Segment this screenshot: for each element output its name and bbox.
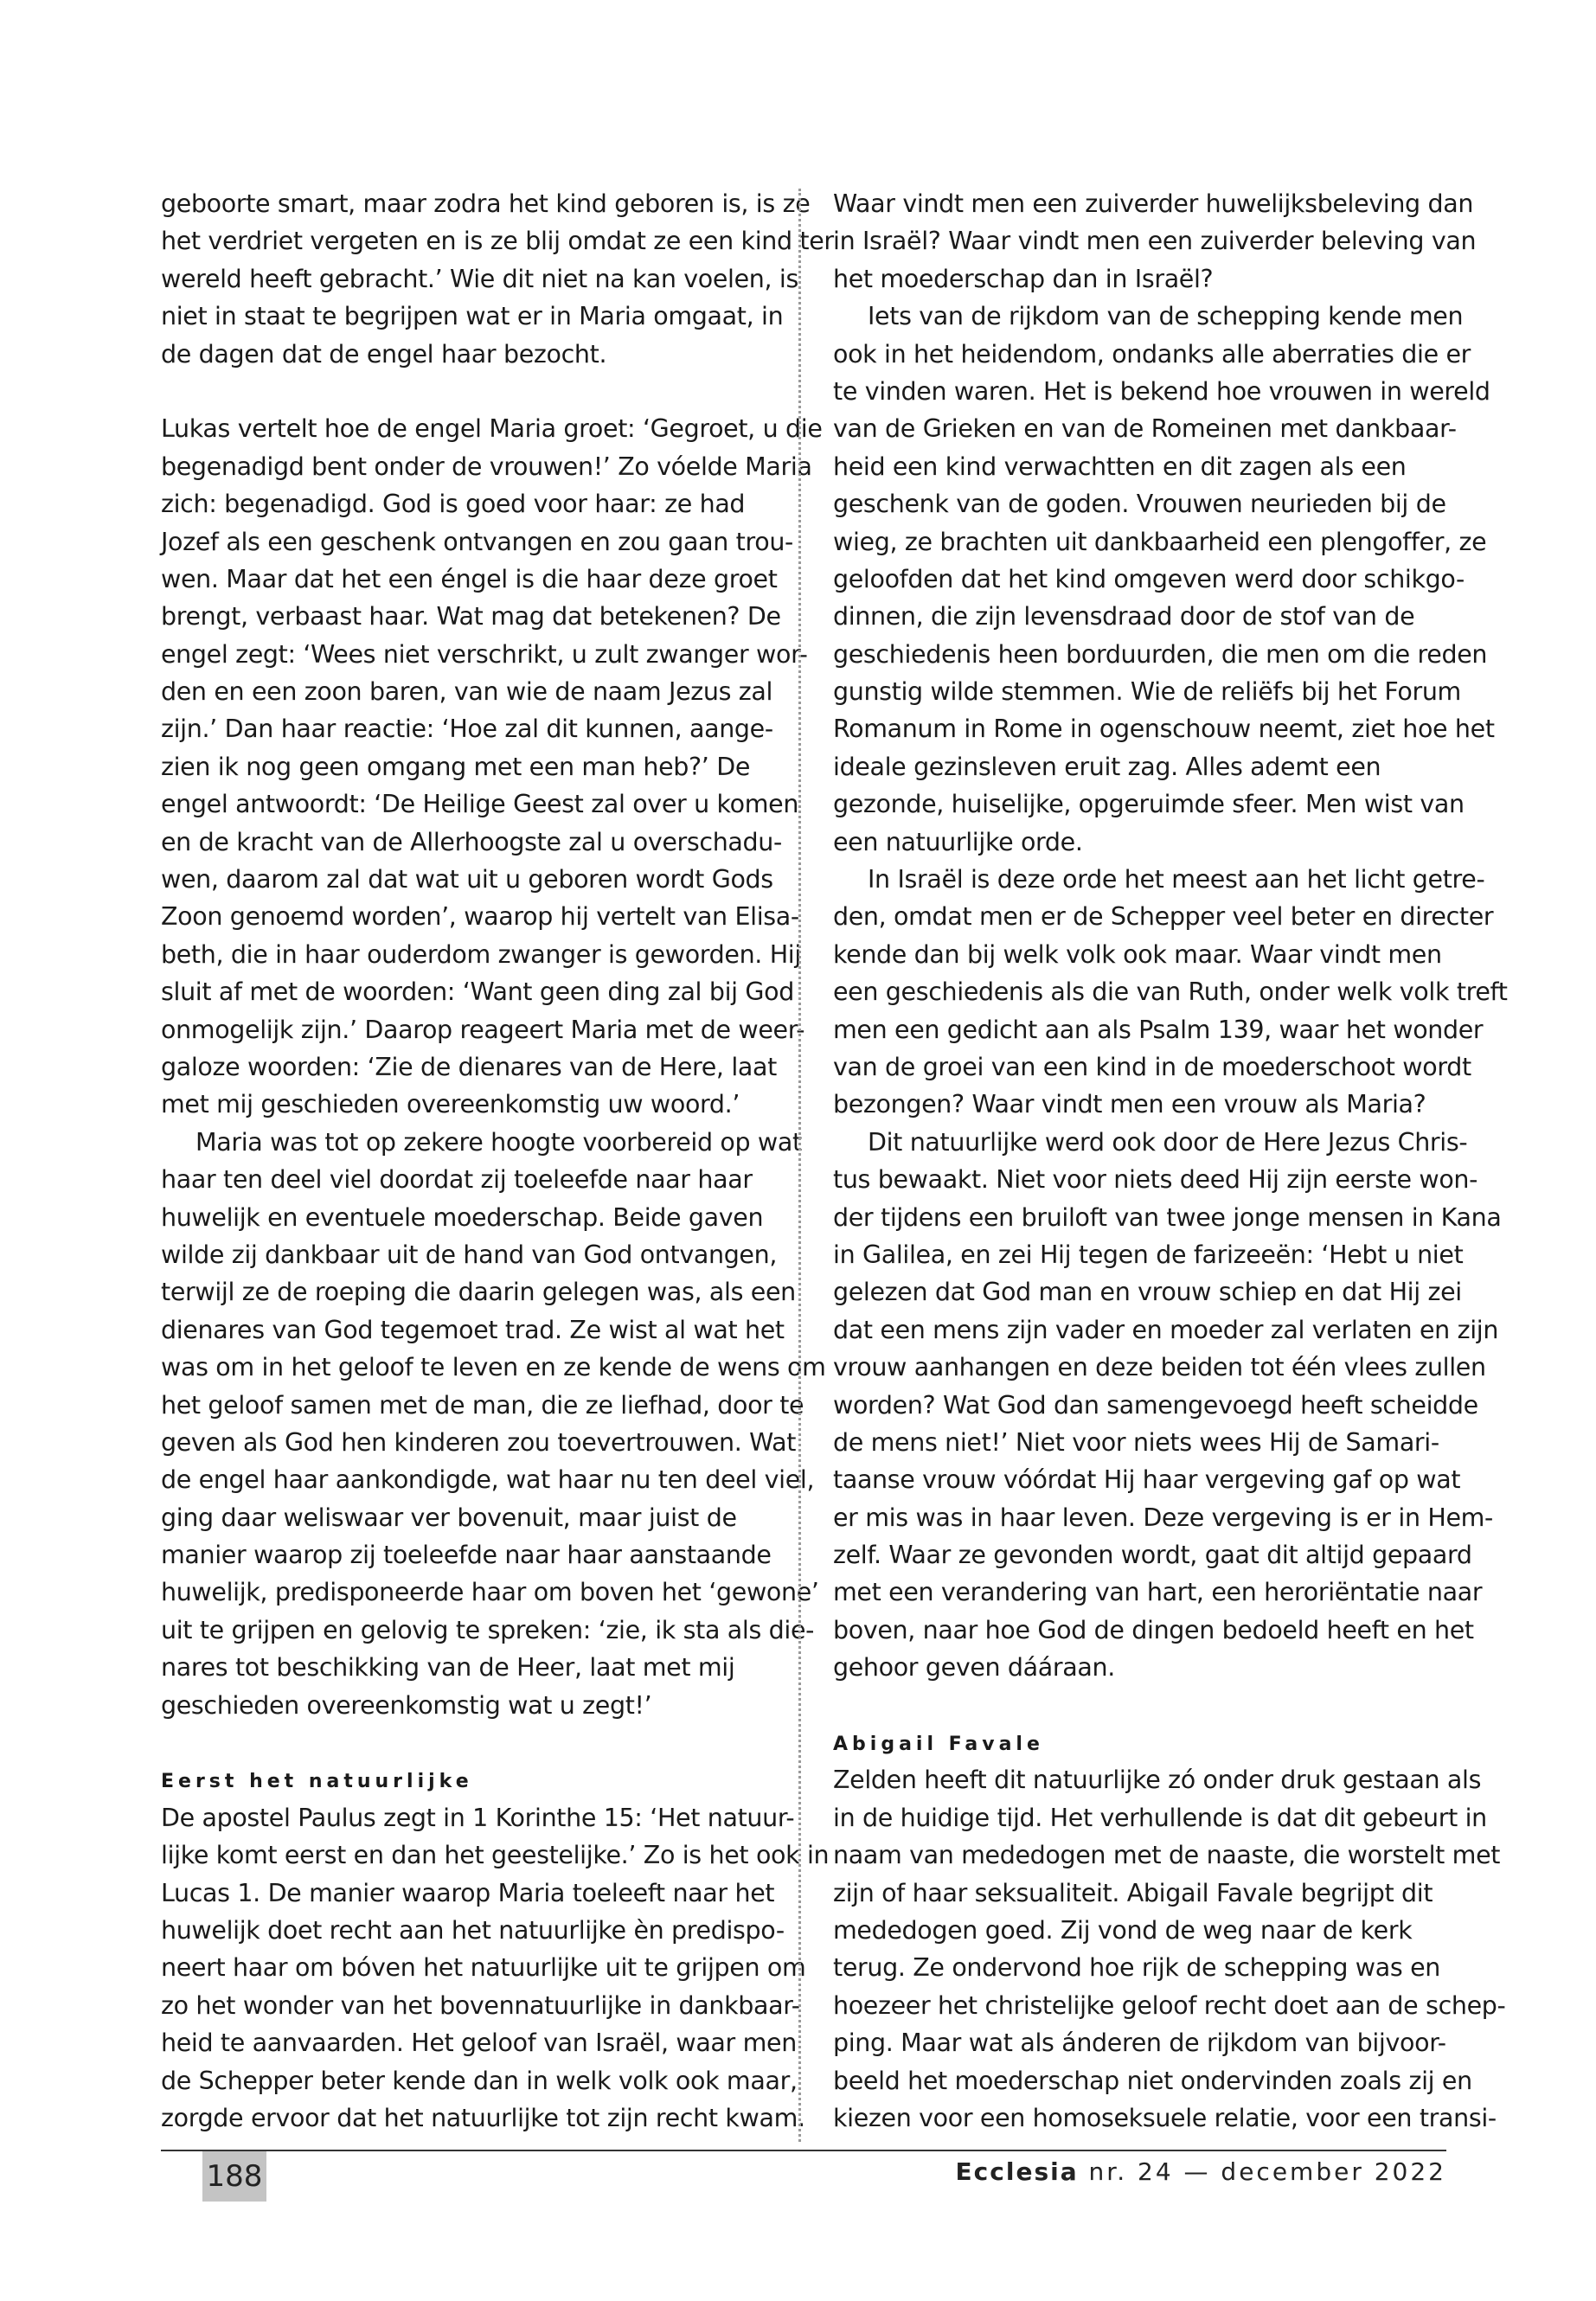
text-line: De apostel Paulus zegt in 1 Korinthe 15: ‘Het natuur- [161, 1803, 795, 1832]
text-line: begenadigd bent onder de vrouwen!’ Zo vóelde Maria [161, 452, 812, 481]
left-column [161, 185, 834, 2137]
text-line: in Israël? Waar vindt men een zuiverder beleving van [833, 227, 1477, 256]
issue-info: nr. 24 — december 2022 [1088, 2157, 1446, 2186]
section-heading: Abigail Favale [833, 1734, 1044, 1756]
text-line: terwijl ze de roeping die daarin gelegen was, als een [161, 1278, 796, 1307]
text-line: en de kracht van de Allerhoogste zal u overschadu- [161, 827, 782, 856]
text-line: geven als God hen kinderen zou toevertrouwen. Wat [161, 1427, 797, 1457]
text-line: Maria was tot op zekere hoogte voorbereid op wat [195, 1127, 802, 1157]
text-line: geboorte smart, maar zodra het kind geboren is, is ze [161, 189, 811, 218]
paragraph [833, 861, 1508, 1124]
text-line: tus bewaakt. Niet voor niets deed Hij zijn eerste won- [833, 1165, 1478, 1195]
text-line: de dagen dat de engel haar bezocht. [161, 339, 607, 369]
text-line: geloofden dat het kind omgeven werd door schikgo- [833, 564, 1465, 593]
text-line: Iets van de rijkdom van de schepping kende men [868, 302, 1464, 331]
text-line: den en een zoon baren, van wie de naam Jezus zal [161, 677, 773, 707]
text-line: dinnen, die zijn levensdraad door de stof van de [833, 602, 1415, 631]
column-divider [798, 189, 801, 2142]
text-line: huwelijk, predisponeerde haar om boven het ‘gewone’ [161, 1578, 819, 1607]
text-line: wen. Maar dat het een éngel is die haar deze groet [161, 564, 778, 593]
text-line: taanse vrouw vóórdat Hij haar vergeving gaf op wat [833, 1465, 1461, 1495]
text-line: was om in het geloof te leven en ze kende de wens om [161, 1353, 826, 1382]
text-line: de engel haar aankondigde, wat haar nu ten deel viel, [161, 1465, 815, 1495]
text-line: kiezen voor een homoseksuele relatie, voor een transi- [833, 2103, 1497, 2132]
text-line: wieg, ze brachten uit dankbaarheid een plengoffer, ze [833, 527, 1487, 556]
text-line: dienares van God tegemoet trad. Ze wist al wat het [161, 1315, 785, 1344]
text-line: men een gedicht aan als Psalm 139, waar het wonder [833, 1015, 1484, 1044]
text-line: kende dan bij welk volk ook maar. Waar vindt men [833, 939, 1442, 969]
text-line: zo het wonder van het bovennatuurlijke in dankbaar- [161, 1990, 800, 2020]
text-line: geschieden overeenkomstig wat u zegt!’ [161, 1690, 652, 1720]
text-line: gelezen dat God man en vrouw schiep en dat Hij zei [833, 1278, 1462, 1307]
text-line: engel antwoordt: ‘De Heilige Geest zal over u komen [161, 790, 799, 819]
paragraph [161, 410, 823, 1123]
text-line: zich: begenadigd. God is goed voor haar: ze had [161, 490, 746, 519]
text-line: met een verandering van hart, een heroriëntatie naar [833, 1578, 1483, 1607]
text-line: zijn of haar seksualiteit. Abigail Favale begrijpt dit [833, 1878, 1433, 1907]
text-line: ook in het heidendom, ondanks alle aberraties die er [833, 339, 1471, 369]
text-line: hoezeer het christelijke geloof recht doet aan de schep- [833, 1990, 1506, 2020]
text-line: bezongen? Waar vindt men een vrouw als Maria? [833, 1090, 1426, 1119]
text-line: Lukas vertelt hoe de engel Maria groet: ‘Gegroet, u die [161, 414, 823, 444]
text-line: boven, naar hoe God de dingen bedoeld heeft en het [833, 1615, 1474, 1644]
text-line: het verdriet vergeten en is ze blij omdat ze een kind ter [161, 227, 834, 256]
text-line: Dit natuurlijke werd ook door de Here Jezus Chris- [868, 1127, 1468, 1157]
paragraph [833, 1124, 1502, 1687]
text-line: sluit af met de woorden: ‘Want geen ding zal bij God [161, 977, 794, 1007]
text-line: er mis was in haar leven. Deze vergeving is er in Hem- [833, 1503, 1493, 1532]
text-line: mededogen goed. Zij vond de weg naar de kerk [833, 1915, 1413, 1945]
text-line: onmogelijk zijn.’ Daarop reageert Maria met de weer- [161, 1015, 805, 1044]
text-line: ideale gezinsleven eruit zag. Alles ademt een [833, 752, 1381, 781]
text-line: Zoon genoemd worden’, waarop hij vertelt van Elisa- [161, 902, 799, 932]
text-line: heid een kind verwachtten en dit zagen als een [833, 452, 1407, 481]
text-line: naam van mededogen met de naaste, die worstelt met [833, 1841, 1501, 1870]
text-line: Lucas 1. De manier waarop Maria toeleeft naar het [161, 1878, 775, 1907]
text-line: gunstig wilde stemmen. Wie de reliëfs bij het Forum [833, 677, 1461, 707]
text-line: Jozef als een geschenk ontvangen en zou gaan trou- [161, 527, 793, 556]
text-line: worden? Wat God dan samengevoegd heeft scheidde [833, 1390, 1478, 1420]
text-line: zien ik nog geen omgang met een man heb?’ De [161, 752, 750, 781]
text-line: engel zegt: ‘Wees niet verschrikt, u zult zwanger wor- [161, 639, 808, 669]
text-line: zelf. Waar ze gevonden wordt, gaat dit altijd gepaard [833, 1541, 1472, 1570]
paragraph [833, 298, 1495, 861]
text-line: huwelijk doet recht aan het natuurlijke èn predispo- [161, 1915, 785, 1945]
text-line: een natuurlijke orde. [833, 827, 1083, 856]
paragraph [833, 185, 1477, 298]
text-line: wilde zij dankbaar uit de hand van God ontvangen, [161, 1240, 778, 1269]
text-line: neert haar om bóven het natuurlijke uit te grijpen om [161, 1953, 806, 1983]
text-line: haar ten deel viel doordat zij toeleefde naar haar [161, 1165, 753, 1195]
paragraph [161, 1124, 826, 1724]
text-line: zijn.’ Dan haar reactie: ‘Hoe zal dit kunnen, aange- [161, 715, 773, 744]
text-line: de Schepper beter kende dan in welk volk ook maar, [161, 2066, 798, 2095]
paragraph [161, 185, 834, 373]
text-line: een geschiedenis als die van Ruth, onder welk volk treft [833, 977, 1508, 1007]
text-line: beeld het moederschap niet ondervinden zoals zij en [833, 2066, 1472, 2095]
page-number: 188 [202, 2151, 266, 2202]
text-line: in de huidige tijd. Het verhullende is dat dit gebeurt in [833, 1803, 1487, 1832]
text-line: heid te aanvaarden. Het geloof van Israël, waar men [161, 2029, 797, 2058]
text-line: Waar vindt men een zuiverder huwelijksbeleving dan [833, 189, 1474, 218]
text-line: lijke komt eerst en dan het geestelijke.’ Zo is het ook in [161, 1841, 830, 1870]
text-line: wereld heeft gebracht.’ Wie dit niet na kan voelen, is [161, 264, 798, 293]
text-line: Romanum in Rome in ogenschouw neemt, ziet hoe het [833, 715, 1495, 744]
text-line: het geloof samen met de man, die ze liefhad, door te [161, 1390, 804, 1420]
right-column [833, 185, 1508, 2137]
footer-rule [161, 2150, 1446, 2151]
text-line: geschiedenis heen borduurden, die men om die reden [833, 639, 1488, 669]
text-line: uit te grijpen en gelovig te spreken: ‘zie, ik sta als die- [161, 1615, 815, 1644]
text-line: huwelijk en eventuele moederschap. Beide gaven [161, 1202, 764, 1232]
text-line: niet in staat te begrijpen wat er in Maria omgaat, in [161, 302, 784, 331]
text-line: beth, die in haar ouderdom zwanger is geworden. Hij [161, 939, 801, 969]
text-line: der tijdens een bruiloft van twee jonge mensen in Kana [833, 1202, 1502, 1232]
text-line: met mij geschieden overeenkomstig uw woord.’ [161, 1090, 740, 1119]
text-line: in Galilea, en zei Hij tegen de farizeeën: ‘Hebt u niet [833, 1240, 1464, 1269]
text-line: geschenk van de goden. Vrouwen neurieden bij de [833, 490, 1446, 519]
section-heading: Eerst het natuurlijke [161, 1771, 473, 1793]
text-line: brengt, verbaast haar. Wat mag dat betekenen? De [161, 602, 781, 631]
text-line: het moederschap dan in Israël? [833, 264, 1214, 293]
text-line: gezonde, huiselijke, opgeruimde sfeer. Men wist van [833, 790, 1465, 819]
footer-publication [956, 2157, 1446, 2186]
text-line: van de groei van een kind in de moederschoot wordt [833, 1052, 1471, 1081]
text-line: ping. Maar wat als ánderen de rijkdom van bijvoor- [833, 2029, 1446, 2058]
text-line: wen, daarom zal dat wat uit u geboren wordt Gods [161, 865, 773, 894]
text-line: van de Grieken en van de Romeinen met dankbaar- [833, 414, 1457, 444]
text-line: In Israël is deze orde het meest aan het licht getre- [868, 865, 1485, 894]
text-line: te vinden waren. Het is bekend hoe vrouwen in wereld [833, 376, 1490, 406]
text-line: zorgde ervoor dat het natuurlijke tot zijn recht kwam. [161, 2103, 805, 2132]
text-line: vrouw aanhangen en deze beiden tot één vlees zullen [833, 1353, 1486, 1382]
text-line: ging daar weliswaar ver bovenuit, maar juist de [161, 1503, 737, 1532]
text-line: nares tot beschikking van de Heer, laat met mij [161, 1653, 735, 1682]
text-line: terug. Ze ondervond hoe rijk de schepping was en [833, 1953, 1440, 1983]
text-line: gehoor geven dááraan. [833, 1653, 1115, 1682]
text-line: den, omdat men er de Schepper veel beter en directer [833, 902, 1494, 932]
text-line: manier waarop zij toeleefde naar haar aanstaande [161, 1541, 772, 1570]
magazine-name: Ecclesia [955, 2157, 1079, 2186]
paragraph [161, 1799, 830, 2138]
text-line: galoze woorden: ‘Zie de dienares van de Here, laat [161, 1052, 777, 1081]
paragraph [833, 1761, 1506, 2137]
text-line: de mens niet!’ Niet voor niets wees Hij de Samari- [833, 1427, 1439, 1457]
text-line: dat een mens zijn vader en moeder zal verlaten en zijn [833, 1315, 1499, 1344]
text-line: Zelden heeft dit natuurlijke zó onder druk gestaan als [833, 1766, 1482, 1795]
